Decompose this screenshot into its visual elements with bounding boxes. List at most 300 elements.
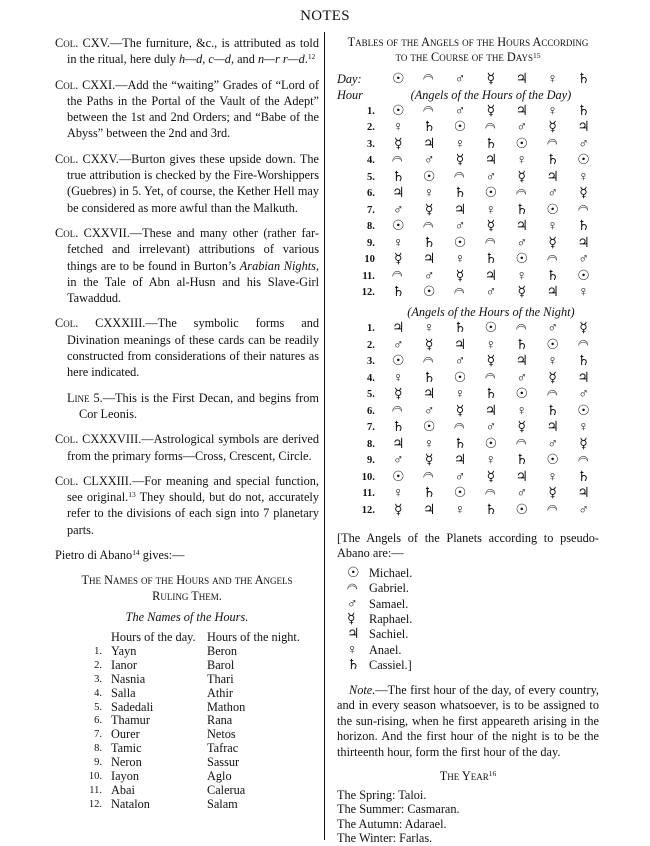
hour-day: Thamur (111, 713, 150, 728)
hour-day: Salla (111, 685, 136, 700)
table-row (337, 321, 599, 338)
table-row (337, 354, 599, 371)
saturn-icon: ♄ (422, 120, 436, 135)
saturn-icon: ♄ (546, 153, 559, 168)
hour-number: 7. (366, 422, 375, 433)
venus-icon: ♀ (347, 642, 358, 658)
mars-icon: ♂ (516, 486, 528, 501)
right-column (337, 35, 599, 846)
saturn-icon: ♄ (422, 486, 436, 501)
note-label: Col. CLXXIII. (55, 473, 132, 488)
saturn-icon: ♄ (546, 403, 559, 419)
hour-night: Sassur (207, 755, 240, 770)
list-item (347, 612, 599, 627)
hour-num: 2. (94, 659, 102, 671)
hour-num: 3. (94, 673, 102, 685)
saturn-icon: ♄ (392, 169, 405, 185)
sun-icon: ☉ (453, 120, 467, 135)
jupiter-icon: ♃ (347, 627, 360, 643)
hour-number: 4. (366, 155, 375, 166)
sun-icon: ☉ (515, 136, 529, 152)
moon-icon: ☽ (514, 187, 530, 200)
hour-num: 12. (88, 798, 102, 810)
moon-icon: ☽ (544, 503, 560, 516)
hour-number: 11. (362, 270, 375, 282)
table-row (80, 673, 300, 687)
sun-icon: ☉ (577, 153, 590, 168)
note-text: —The first hour of the day, of every country, and in every season whatsoever, is to be assigned to the sun-rising, when he first appeareth arising in the horizon. And the first hour of the night is to be the thirteenth hour, form the first hour of the day. (337, 682, 599, 759)
table-row (337, 502, 599, 519)
jupiter-icon: ♃ (546, 169, 559, 185)
footnote-ref[interactable]: 14 (132, 548, 140, 558)
moon-icon: ☽ (544, 388, 560, 401)
venus-icon: ♀ (423, 436, 435, 452)
note-text: —The furniture, &c., is attributed as told in the ritual, here duly h—d, c—d, and n—r r—d. (67, 36, 319, 67)
saturn-icon: ♄ (392, 420, 405, 435)
venus-icon: ♀ (547, 354, 558, 369)
hour-day: Iayon (111, 769, 139, 784)
note-text: —This is the First Decan, and begins from Cor Leonis. (79, 390, 319, 421)
table-row (80, 770, 300, 784)
table-row (80, 756, 300, 770)
hour-number: 10. (361, 471, 375, 483)
venus-icon: ♀ (454, 387, 466, 402)
day-label: Day: (337, 71, 362, 86)
mercury-icon: ☿ (579, 186, 588, 201)
hour-number: 2. (366, 122, 375, 133)
angel-name: Cassiel.] (369, 657, 412, 672)
mars-icon: ♂ (485, 169, 497, 185)
hour-number: 9. (366, 237, 375, 249)
table-row (80, 784, 300, 798)
abano-intro (55, 547, 319, 563)
angel-name: Gabriel. (369, 580, 409, 595)
mercury-icon: ☿ (548, 120, 557, 135)
note-label: Col. CXXI. (55, 77, 116, 92)
saturn-icon: ♄ (422, 370, 436, 386)
mars-icon: ♂ (485, 285, 497, 300)
hours-heading: The Names of the Hours and the Angels Ruling Them. (81, 573, 293, 604)
hour-number: 8. (366, 221, 375, 232)
mercury-icon: ☿ (517, 420, 527, 435)
jupiter-icon: ♃ (577, 486, 590, 501)
sun-icon: ☉ (392, 354, 405, 369)
hour-num: 11. (89, 784, 102, 796)
saturn-icon: ♄ (453, 321, 467, 336)
jupiter-icon: ♃ (577, 370, 590, 386)
night-section-header (337, 301, 599, 321)
note-text: , in the Tale of Abn al-Husn and his Slave-Girl Tawaddud. (67, 258, 320, 306)
venus-icon: ♀ (578, 169, 589, 185)
table-row (80, 714, 300, 728)
table-row (80, 659, 300, 673)
year-heading (337, 768, 599, 784)
sun-icon: ☉ (347, 565, 360, 581)
mercury-icon: ☿ (424, 202, 434, 218)
mars-icon: ♂ (454, 71, 466, 87)
hour-day: Ourer (111, 727, 140, 742)
moon-icon: ☽ (345, 582, 361, 595)
book-title: Arabian Nights (239, 258, 316, 273)
hour-number: 3. (366, 356, 375, 367)
moon-icon: ☽ (421, 104, 437, 117)
mercury-icon: ☿ (486, 103, 496, 119)
jupiter-icon: ♃ (392, 186, 405, 201)
saturn-icon: ♄ (577, 354, 590, 369)
saturn-icon: ♄ (546, 268, 559, 284)
note-text: —Burton gives these upside down. The true attribution is checked by the Fire-Worshippers (Guebres) in 5. Yet, of course, the Kether Hell may be considered as more awful than the Malkuth. (67, 151, 319, 215)
hour-num: 9. (94, 757, 102, 769)
note-text: —Add the “waiting” Grades of “Lord of the Paths in the Portal of the Vault of the Adept” between the 1st and 2nd Orders; and “Babe of the Abyss” between the 2nd and 3rd. (67, 77, 320, 141)
hour-number: 1. (366, 105, 375, 117)
mercury-icon: ☿ (455, 153, 465, 168)
table-row (337, 469, 599, 486)
table-row (337, 252, 599, 269)
mars-icon: ♂ (547, 436, 558, 452)
moon-icon: ☽ (421, 72, 437, 85)
hour-day: Natalon (111, 796, 150, 811)
venus-icon: ♀ (423, 186, 435, 201)
saturn-icon: ♄ (453, 186, 467, 201)
venus-icon: ♀ (547, 103, 558, 119)
venus-icon: ♀ (454, 136, 466, 152)
table-row (80, 701, 300, 715)
hour-day: Abai (111, 782, 135, 797)
sun-icon: ☉ (577, 403, 590, 419)
venus-icon: ♀ (516, 403, 528, 419)
list-item (347, 643, 599, 658)
hour-number: 7. (366, 204, 375, 216)
list-item (347, 581, 599, 597)
jupiter-icon: ♃ (484, 268, 498, 284)
venus-icon: ♀ (454, 252, 466, 267)
jupiter-icon: ♃ (453, 337, 467, 353)
moon-icon: ☽ (390, 404, 406, 417)
table-row (337, 486, 599, 503)
hour-day: Ianor (111, 657, 137, 672)
moon-icon: ☽ (514, 322, 530, 335)
mercury-icon: ☿ (394, 252, 403, 267)
hour-num: 8. (94, 743, 102, 755)
mars-icon: ♂ (393, 453, 404, 468)
table-row (337, 268, 599, 285)
hour-day: Neron (111, 755, 142, 770)
moon-icon: ☽ (575, 203, 591, 216)
moon-icon: ☽ (452, 170, 468, 183)
sun-icon: ☉ (484, 321, 498, 336)
sun-icon: ☉ (422, 420, 436, 435)
hour-number: 6. (366, 188, 375, 199)
sun-icon: ☉ (484, 186, 498, 201)
venus-icon: ♀ (485, 453, 497, 468)
hour-number: 11. (362, 488, 375, 499)
mercury-icon: ☿ (486, 469, 496, 485)
moon-icon: ☽ (452, 421, 468, 434)
hour-num: 6. (94, 715, 102, 727)
sun-icon: ☉ (422, 285, 436, 300)
hour-number: 12. (361, 287, 375, 298)
hour-day: Tamic (111, 741, 142, 756)
jupiter-icon: ♃ (392, 436, 405, 452)
mars-icon: ♂ (454, 469, 466, 485)
list-item (347, 627, 599, 642)
table-row (337, 453, 599, 470)
angels-tables-heading (337, 35, 599, 65)
hour-night: Mathon (207, 699, 246, 714)
heading-line-2: to the Course of the Days (395, 50, 533, 64)
note-col-cxxxviii (55, 431, 319, 464)
moon-icon: ☽ (421, 220, 437, 233)
jupiter-icon: ♃ (484, 403, 498, 419)
venus-icon: ♀ (547, 469, 558, 485)
note-label: Col. CXXXIII. (55, 316, 146, 331)
hour-num: 10. (88, 771, 102, 783)
jupiter-icon: ♃ (515, 354, 529, 369)
mercury-icon: ☿ (424, 453, 434, 468)
sun-icon: ☉ (453, 486, 467, 501)
angel-name: Anael. (369, 642, 402, 657)
hour-night: Netos (207, 727, 236, 742)
mars-icon: ♂ (454, 354, 466, 369)
abano-name: Pietro di Abano (55, 548, 133, 563)
mars-icon: ♂ (393, 337, 404, 353)
hour-number: 1. (366, 323, 375, 334)
moon-icon: ☽ (483, 236, 499, 249)
planet-angels-list (347, 566, 599, 673)
day-header-row (337, 71, 599, 88)
hour-night: Aglo (207, 769, 232, 784)
hour-number: 12. (361, 504, 375, 516)
venus-icon: ♀ (485, 202, 497, 218)
mercury-icon: ☿ (517, 169, 527, 185)
sun-icon: ☉ (392, 103, 405, 119)
hour-night: Barol (207, 657, 235, 672)
table-row (80, 645, 300, 659)
season-spring: The Spring: Taloi. (337, 787, 427, 802)
saturn-icon: ♄ (422, 235, 436, 251)
venus-icon: ♀ (516, 153, 528, 168)
list-item (347, 566, 599, 581)
mercury-icon: ☿ (548, 486, 557, 501)
sun-icon: ☉ (392, 219, 405, 234)
hours-subheading: The Names of the Hours. (125, 610, 249, 625)
hour-night: Tafrac (207, 741, 239, 756)
saturn-icon: ♄ (577, 219, 590, 234)
jupiter-icon: ♃ (515, 219, 529, 234)
seasons-list (337, 788, 599, 846)
saturn-icon: ♄ (484, 136, 498, 152)
table-row (337, 235, 599, 252)
hour-day: Yayn (111, 643, 137, 658)
mars-icon: ♂ (393, 202, 404, 218)
saturn-icon: ♄ (484, 502, 498, 518)
note-label: Col. CXXVII. (55, 225, 130, 240)
jupiter-icon: ♃ (392, 321, 405, 336)
mars-icon: ♂ (423, 403, 435, 419)
jupiter-icon: ♃ (453, 453, 467, 468)
footnote-ref[interactable]: 16 (488, 768, 497, 778)
hour-night: Beron (207, 643, 238, 658)
list-item (347, 658, 599, 673)
saturn-icon: ♄ (577, 469, 590, 485)
moon-icon: ☽ (514, 437, 530, 450)
table-row (80, 687, 300, 701)
mercury-icon: ☿ (486, 71, 496, 87)
sun-icon: ☉ (453, 370, 467, 386)
note-col-cxv (55, 35, 319, 68)
venus-icon: ♀ (578, 420, 589, 435)
note-col-cxxvii (55, 225, 319, 306)
hour-number: 5. (366, 389, 375, 400)
page-title: NOTES (300, 8, 350, 24)
mercury-icon: ☿ (394, 502, 403, 518)
table-row (337, 202, 599, 219)
mars-icon: ♂ (454, 219, 466, 234)
hour-label: Hour (337, 87, 363, 102)
moon-icon: ☽ (575, 454, 591, 467)
day-section-header (337, 88, 599, 104)
venus-icon: ♀ (393, 235, 404, 251)
sun-icon: ☉ (546, 337, 559, 353)
sun-icon: ☉ (392, 71, 405, 87)
sun-icon: ☉ (422, 169, 436, 185)
sun-icon: ☉ (515, 502, 529, 518)
jupiter-icon: ♃ (422, 252, 436, 267)
saturn-icon: ♄ (577, 71, 590, 87)
jupiter-icon: ♃ (546, 285, 559, 300)
year-heading-text: The Year (439, 768, 489, 783)
mercury-icon: ☿ (548, 235, 557, 251)
jupiter-icon: ♃ (515, 71, 529, 87)
mars-icon: ♂ (578, 502, 589, 518)
table-row (80, 798, 300, 812)
table-row (337, 387, 599, 404)
hour-num: 1. (94, 645, 102, 657)
moon-icon: ☽ (421, 470, 437, 483)
moon-icon: ☽ (483, 121, 499, 134)
mars-icon: ♂ (516, 370, 528, 386)
table-row (337, 370, 599, 387)
footnote-ref[interactable]: 15 (532, 51, 541, 60)
hour-num: 5. (94, 701, 102, 713)
note-label: Line 5. (67, 390, 103, 405)
mars-icon: ♂ (347, 596, 358, 612)
mercury-icon: ☿ (394, 387, 403, 402)
note-text: —The symbolic forms and Divination meanings of these cards can be readily constructed from considerations of their natures as here indicated. (67, 316, 319, 380)
sun-icon: ☉ (577, 268, 590, 284)
mercury-icon: ☿ (455, 268, 465, 284)
venus-icon: ♀ (454, 502, 466, 518)
jupiter-icon: ♃ (577, 235, 590, 251)
night-section-title: (Angels of the Hours of the Night) (407, 305, 575, 319)
sun-icon: ☉ (546, 453, 559, 468)
table-row (337, 420, 599, 437)
table-row (337, 337, 599, 354)
moon-icon: ☽ (483, 371, 499, 384)
hour-night: Salam (207, 796, 238, 811)
jupiter-icon: ♃ (515, 103, 529, 119)
hour-night: Calerua (207, 782, 246, 797)
moon-icon: ☽ (575, 338, 591, 351)
hour-night: Thari (207, 671, 234, 686)
table-row (337, 136, 599, 153)
planets-intro: [The Angels of the Planets according to pseudo-Abano are:— (337, 530, 599, 560)
venus-icon: ♀ (547, 71, 558, 87)
mercury-icon: ☿ (347, 612, 356, 628)
mars-icon: ♂ (578, 252, 589, 267)
venus-icon: ♀ (393, 120, 404, 135)
table-row (337, 153, 599, 170)
table-row (337, 285, 599, 302)
sun-icon: ☉ (453, 235, 467, 251)
hours-names-table (80, 631, 300, 812)
hour-number: 4. (366, 372, 375, 384)
note-text: They should, but do not, accurately refer to the divisions of each sign into 7 planetary parts. (67, 490, 319, 537)
moon-icon: ☽ (544, 137, 560, 150)
note-col-clxxiii (55, 473, 319, 538)
hour-number: 5. (366, 171, 375, 183)
abano-gives: gives:— (139, 548, 185, 563)
note-col-cxxi (55, 77, 319, 142)
col-header-day: Hours of the day. (111, 630, 196, 645)
jupiter-icon: ♃ (422, 387, 436, 402)
moon-icon: ☽ (390, 154, 406, 167)
mercury-icon: ☿ (486, 219, 496, 234)
saturn-icon: ♄ (515, 202, 529, 218)
sun-icon: ☉ (546, 202, 559, 218)
hour-num: 4. (94, 687, 102, 699)
saturn-icon: ♄ (484, 252, 498, 267)
moon-icon: ☽ (452, 286, 468, 299)
mercury-icon: ☿ (455, 403, 465, 419)
jupiter-icon: ♃ (515, 469, 529, 485)
hour-day: Nasnia (111, 671, 146, 686)
sun-icon: ☉ (484, 436, 498, 452)
table-row (337, 120, 599, 137)
note-text: —For meaning and special function, see original. (67, 473, 319, 505)
day-section-title: (Angels of the Hours of the Day) (410, 87, 572, 102)
sun-icon: ☉ (515, 252, 529, 267)
left-column (55, 35, 319, 812)
jupiter-icon: ♃ (577, 120, 590, 135)
venus-icon: ♀ (485, 337, 497, 353)
note-label: Col. CXV. (55, 36, 110, 50)
list-item (347, 597, 599, 612)
jupiter-icon: ♃ (453, 202, 467, 218)
venus-icon: ♀ (516, 268, 528, 284)
note-first-hour (337, 683, 599, 760)
mars-icon: ♂ (578, 387, 589, 402)
note-line-5 (55, 390, 319, 423)
table-row (337, 436, 599, 453)
table-row (337, 403, 599, 420)
note-label: Note. (349, 682, 376, 697)
saturn-icon: ♄ (484, 387, 498, 402)
venus-icon: ♀ (423, 321, 435, 336)
footnote-ref[interactable]: 13 (128, 490, 136, 500)
hour-day: Sadedali (111, 699, 154, 714)
season-summer: The Summer: Casmaran. (337, 802, 460, 817)
season-autumn: The Autumn: Adarael. (337, 816, 447, 831)
note-text: —Astrological symbols are derived from the primary forms—Cross, Crescent, Circle. (67, 432, 319, 463)
footnote-ref[interactable]: 12 (307, 52, 316, 62)
jupiter-icon: ♃ (484, 153, 498, 168)
mars-icon: ♂ (578, 136, 589, 152)
mars-icon: ♂ (547, 186, 558, 201)
angel-name: Sachiel. (369, 627, 409, 642)
hour-number: 9. (366, 455, 375, 466)
hour-night: Rana (207, 713, 233, 728)
